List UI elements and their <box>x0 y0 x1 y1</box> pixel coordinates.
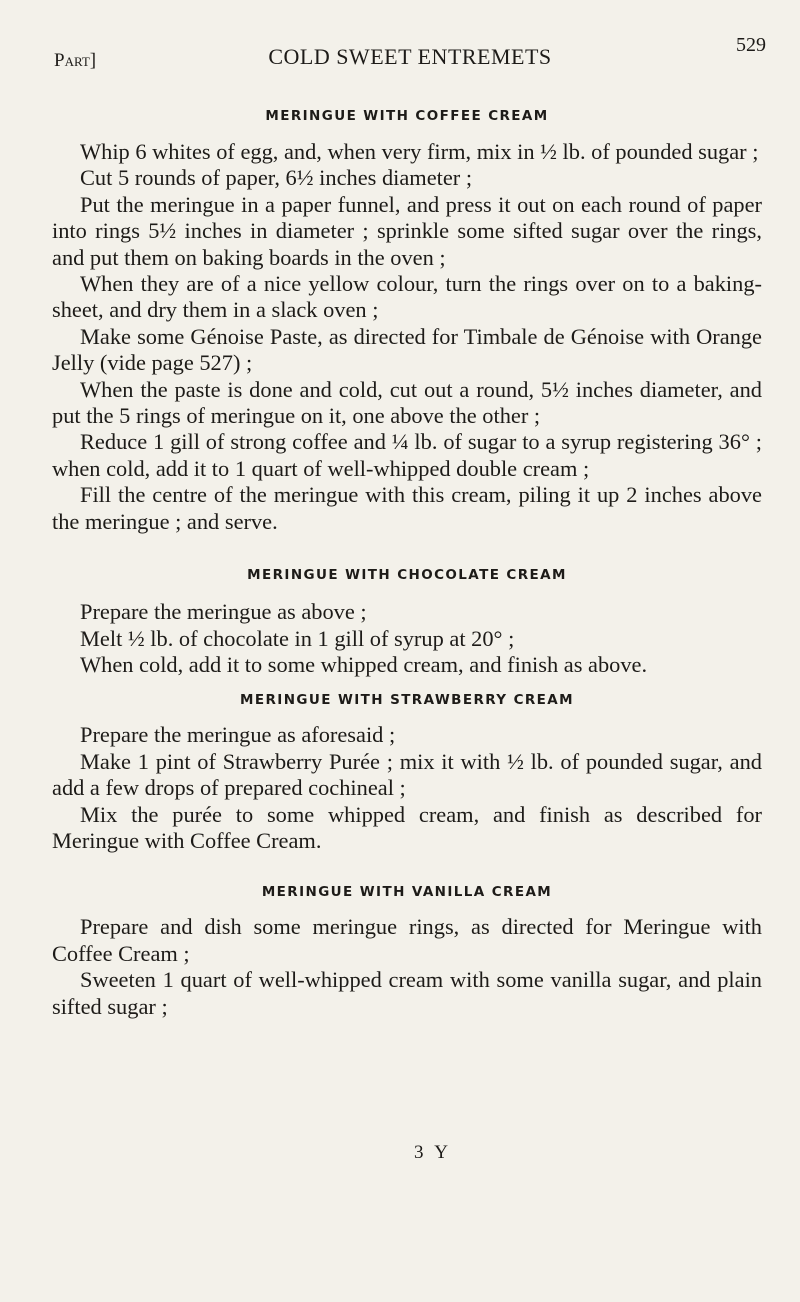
recipe-title: MERINGUE WITH VANILLA CREAM <box>261 884 553 901</box>
recipe-step: When they are of a nice yellow colour, turn the rings over on to a baking-sheet, and dry them in a slack oven ; <box>52 271 762 323</box>
part-label: Part] <box>54 50 97 71</box>
recipe-step: Prepare the meringue as aforesaid ; <box>80 722 396 748</box>
recipe-step: Put the meringue in a paper funnel, and press it out on each round of paper into rings 5½ inches in diameter ; sprinkle some sifted sugar over the rings, and put them on baking boards in the oven ; <box>52 191 762 270</box>
recipe-step: Make 1 pint of Strawberry Purée ; mix it with ½ lb. of pounded sugar, and add a few drops of prepared cochineal ; <box>52 748 762 801</box>
chapter-title: COLD SWEET ENTREMETS <box>268 44 552 69</box>
page-number: 529 <box>736 34 766 56</box>
recipe-title: MERINGUE WITH CHOCOLATE CREAM <box>247 567 567 584</box>
recipe-coffee-cream <box>52 108 762 535</box>
recipe-step: Whip 6 whites of egg, and, when very firm, mix in ½ lb. of pounded sugar ; <box>80 139 759 164</box>
recipe-step: When the paste is done and cold, cut out a round, 5½ inches diameter, and put the 5 rings of meringue on it, one above the other ; <box>52 376 762 429</box>
page-body <box>52 108 762 1020</box>
recipe-step: Fill the centre of the meringue with this cream, piling it up 2 inches above the meringue ; and serve. <box>52 482 762 534</box>
recipe-step: Make some Génoise Paste, as directed for Timbale de Génoise with Orange Jelly (vide page 527) ; <box>52 323 762 376</box>
recipe-step: Prepare the meringue as above ; <box>80 599 367 625</box>
recipe-step: Reduce 1 gill of strong coffee and ¼ lb. of sugar to a syrup registering 36° ; when cold, add it to 1 quart of well-whipped double cream ; <box>52 429 762 481</box>
recipe-step: Cut 5 rounds of paper, 6½ inches diameter ; <box>80 165 473 191</box>
recipe-step: Sweeten 1 quart of well-whipped cream with some vanilla sugar, and plain sifted sugar ; <box>52 967 762 1019</box>
recipe-title: MERINGUE WITH COFFEE CREAM <box>265 108 549 124</box>
recipe-step: When cold, add it to some whipped cream, and finish as above. <box>80 651 648 677</box>
signature-mark <box>0 1142 800 1164</box>
recipe-title: MERINGUE WITH STRAWBERRY CREAM <box>240 692 574 709</box>
running-head <box>54 34 766 74</box>
recipe-chocolate-cream <box>52 567 762 678</box>
signature-number: 3 <box>414 1142 424 1163</box>
recipe-vanilla-cream <box>52 884 762 1020</box>
recipe-strawberry-cream <box>52 692 762 854</box>
recipe-step: Melt ½ lb. of chocolate in 1 gill of syrup at 20° ; <box>80 625 515 651</box>
recipe-step: Prepare and dish some meringue rings, as directed for Meringue with Coffee Cream ; <box>52 914 762 966</box>
signature-letter: Y <box>434 1142 448 1163</box>
recipe-step: Mix the purée to some whipped cream, and finish as described for Meringue with Coffee Cream. <box>52 801 762 853</box>
